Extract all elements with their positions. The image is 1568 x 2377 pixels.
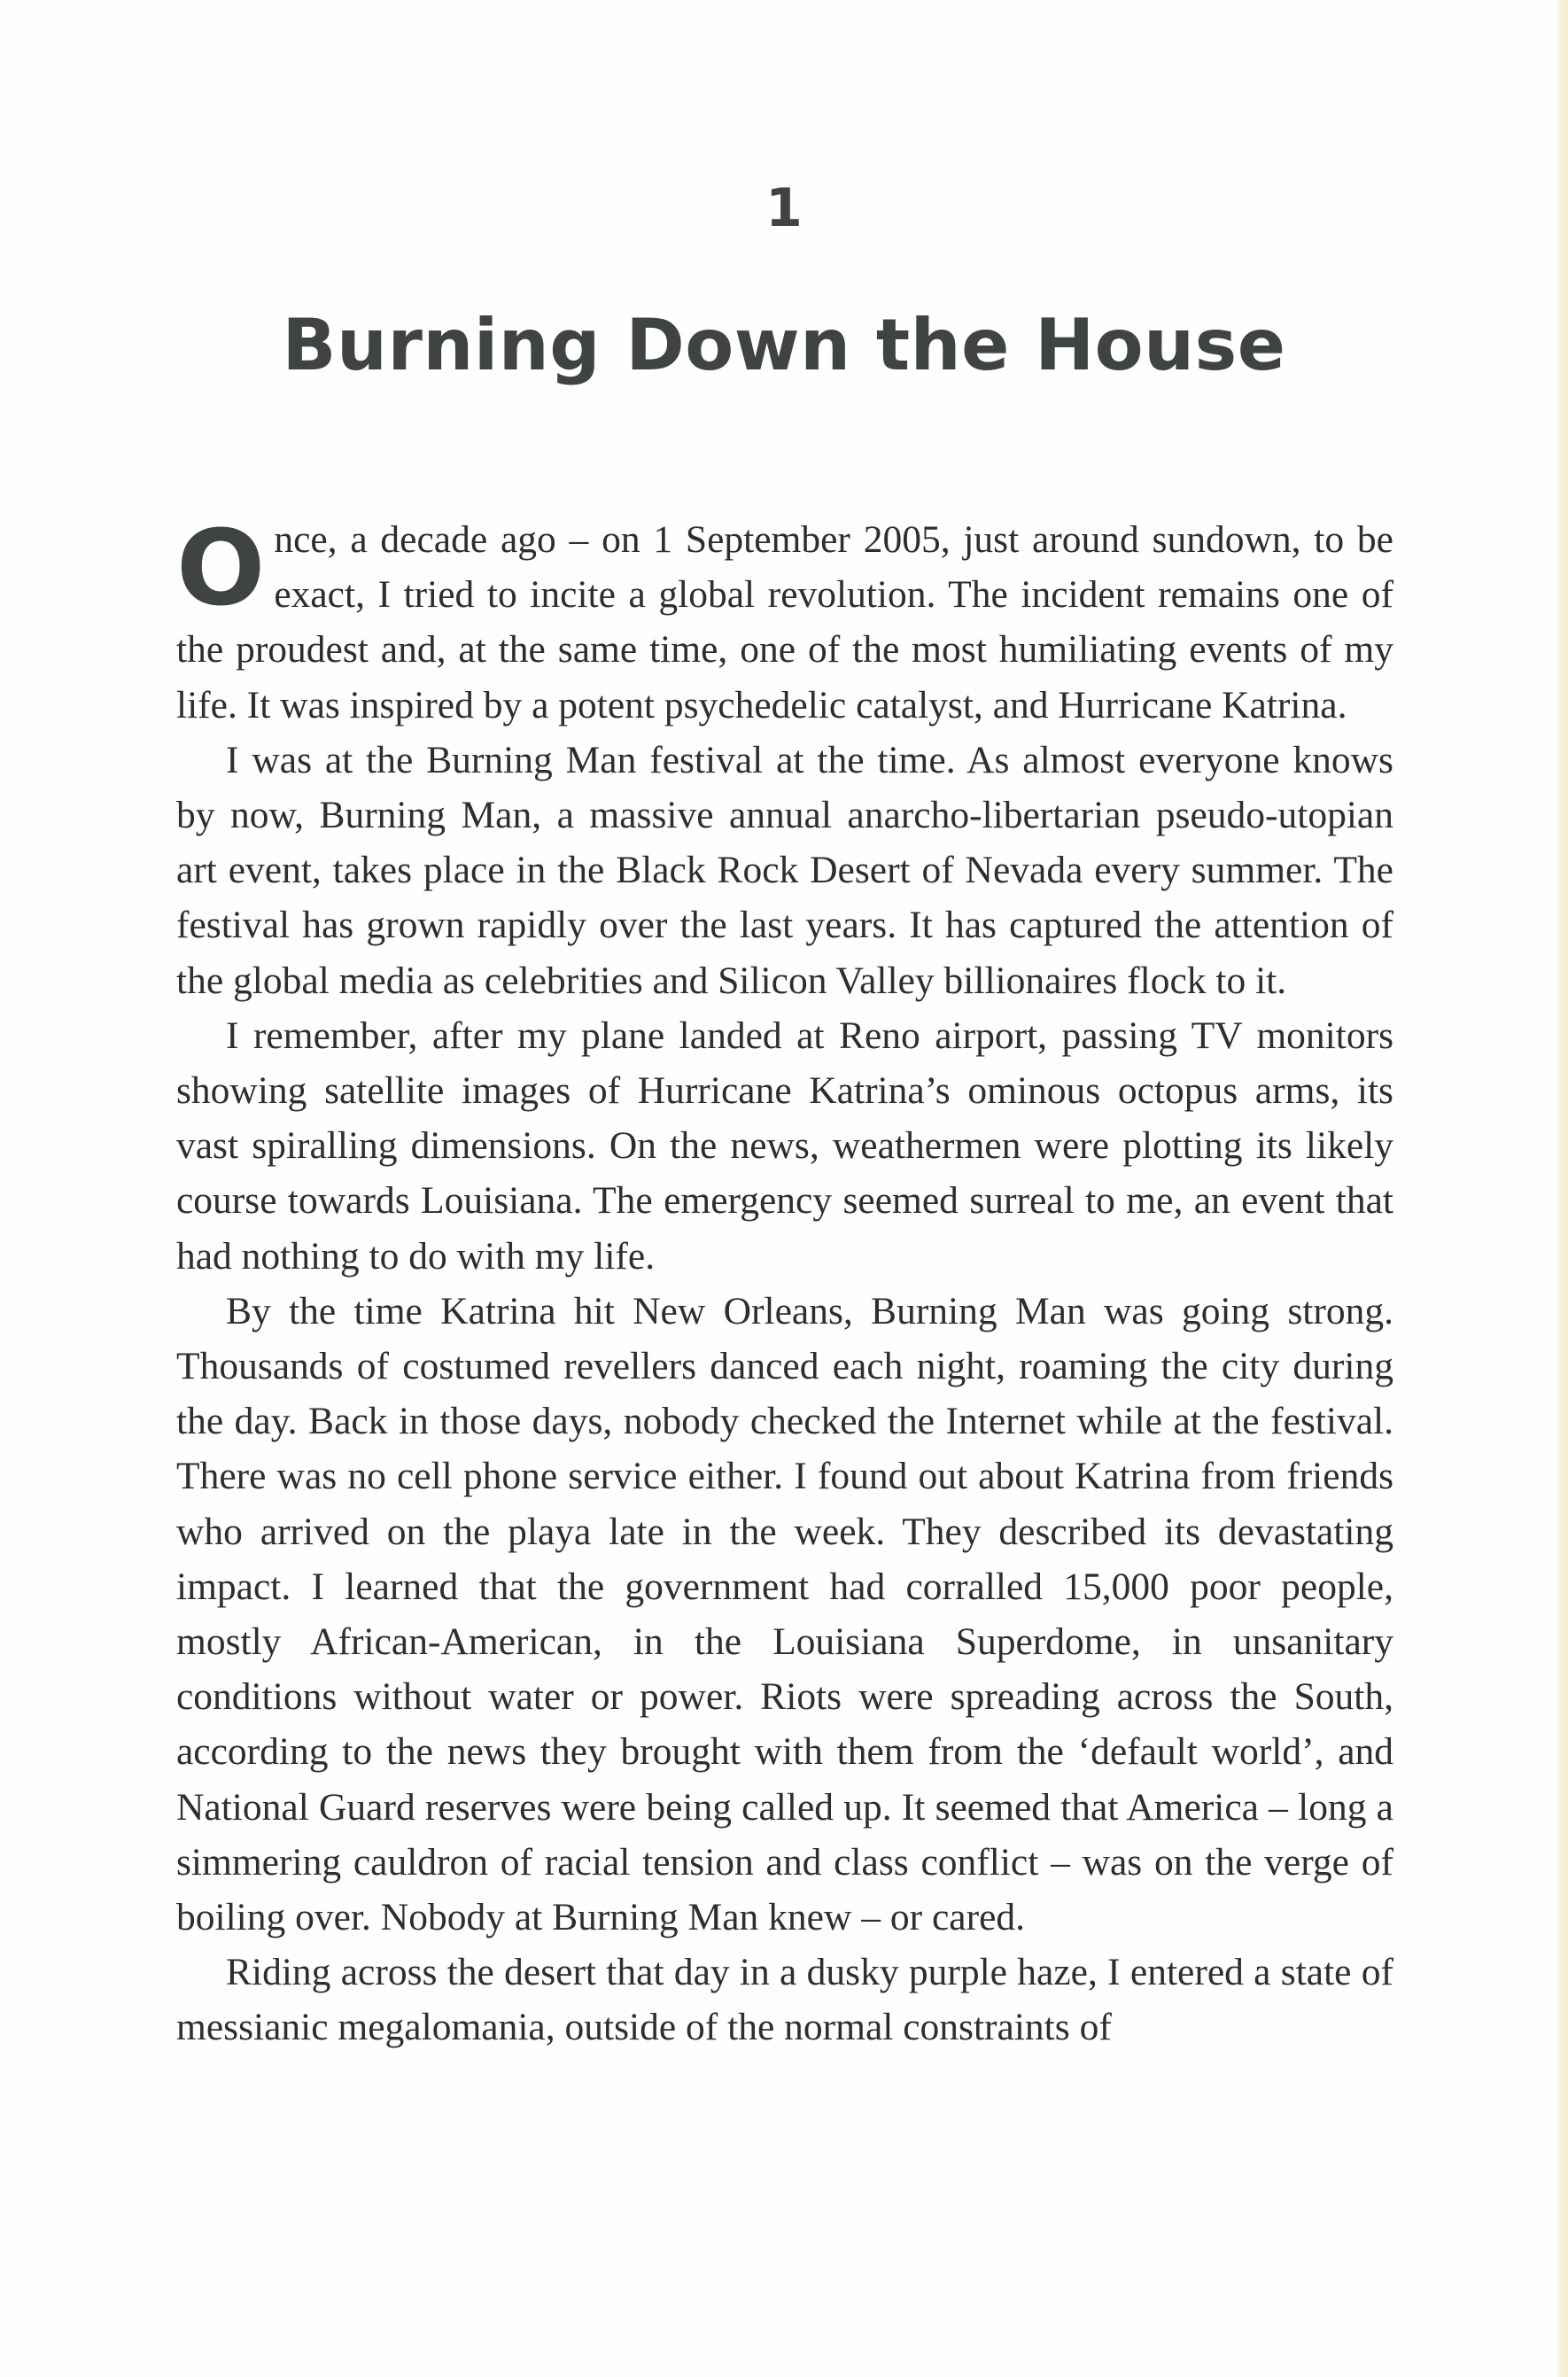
chapter-title: Burning Down the House — [282, 304, 1286, 386]
chapter-body — [176, 507, 1393, 2055]
drop-cap: O — [176, 507, 266, 629]
paragraph-5: Riding across the desert that day in a dusky purple haze, I entered a state of messianic megalomania, outside of the normal constraints of — [176, 1951, 1393, 2049]
paragraph-2: I was at the Burning Man festival at the time. As almost everyone knows by now, Burning Man, a massive annual anarcho-libertarian pseudo-utopian art event, takes place in the Black Rock Desert of Nevada every summer. The festival has grown rapidly over the last years. It has captured the attention of the global media as celebrities and Silicon Valley billionaires flock to it. — [176, 738, 1393, 1002]
paragraph-3: I remember, after my plane landed at Reno airport, passing TV monitors showing satellite images of Hurricane Katrina’s ominous octopus arms, its vast spiralling dimensions. On the news, weathermen were plotting its likely course towards Louisiana. The emergency seemed surreal to me, an event that had nothing to do with my life. — [176, 1014, 1393, 1278]
paragraph-4: By the time Katrina hit New Orleans, Burning Man was going strong. Thousands of costumed revellers danced each night, roaming the city during the day. Back in those days, nobody checked the Internet while at the festival. There was no cell phone service either. I found out about Katrina from friends who arrived on the playa late in the week. They described its devastating impact. I learned that the government had corralled 15,000 poor people, mostly African-American, in the Louisiana Superdome, in unsanitary conditions without water or power. Riots were spreading across the South, according to the news they brought with them from the ‘default world’, and National Guard reserves were being called up. It seemed that America – long a simmering cauldron of racial tension and class conflict – was on the verge of boiling over. Nobody at Burning Man knew – or cared. — [176, 1289, 1393, 1939]
chapter-number: 1 — [765, 177, 803, 239]
paragraph-1-text: nce, a decade ago – on 1 September 2005, just around sundown, to be exact, I tried to incite a global revolution. The incident remains one of the proudest and, at the same time, one of the most humiliating events of my life. It was inspired by a potent psychedelic catalyst, and Hurricane Katrina. — [176, 518, 1393, 726]
paragraph-1 — [176, 507, 1393, 733]
